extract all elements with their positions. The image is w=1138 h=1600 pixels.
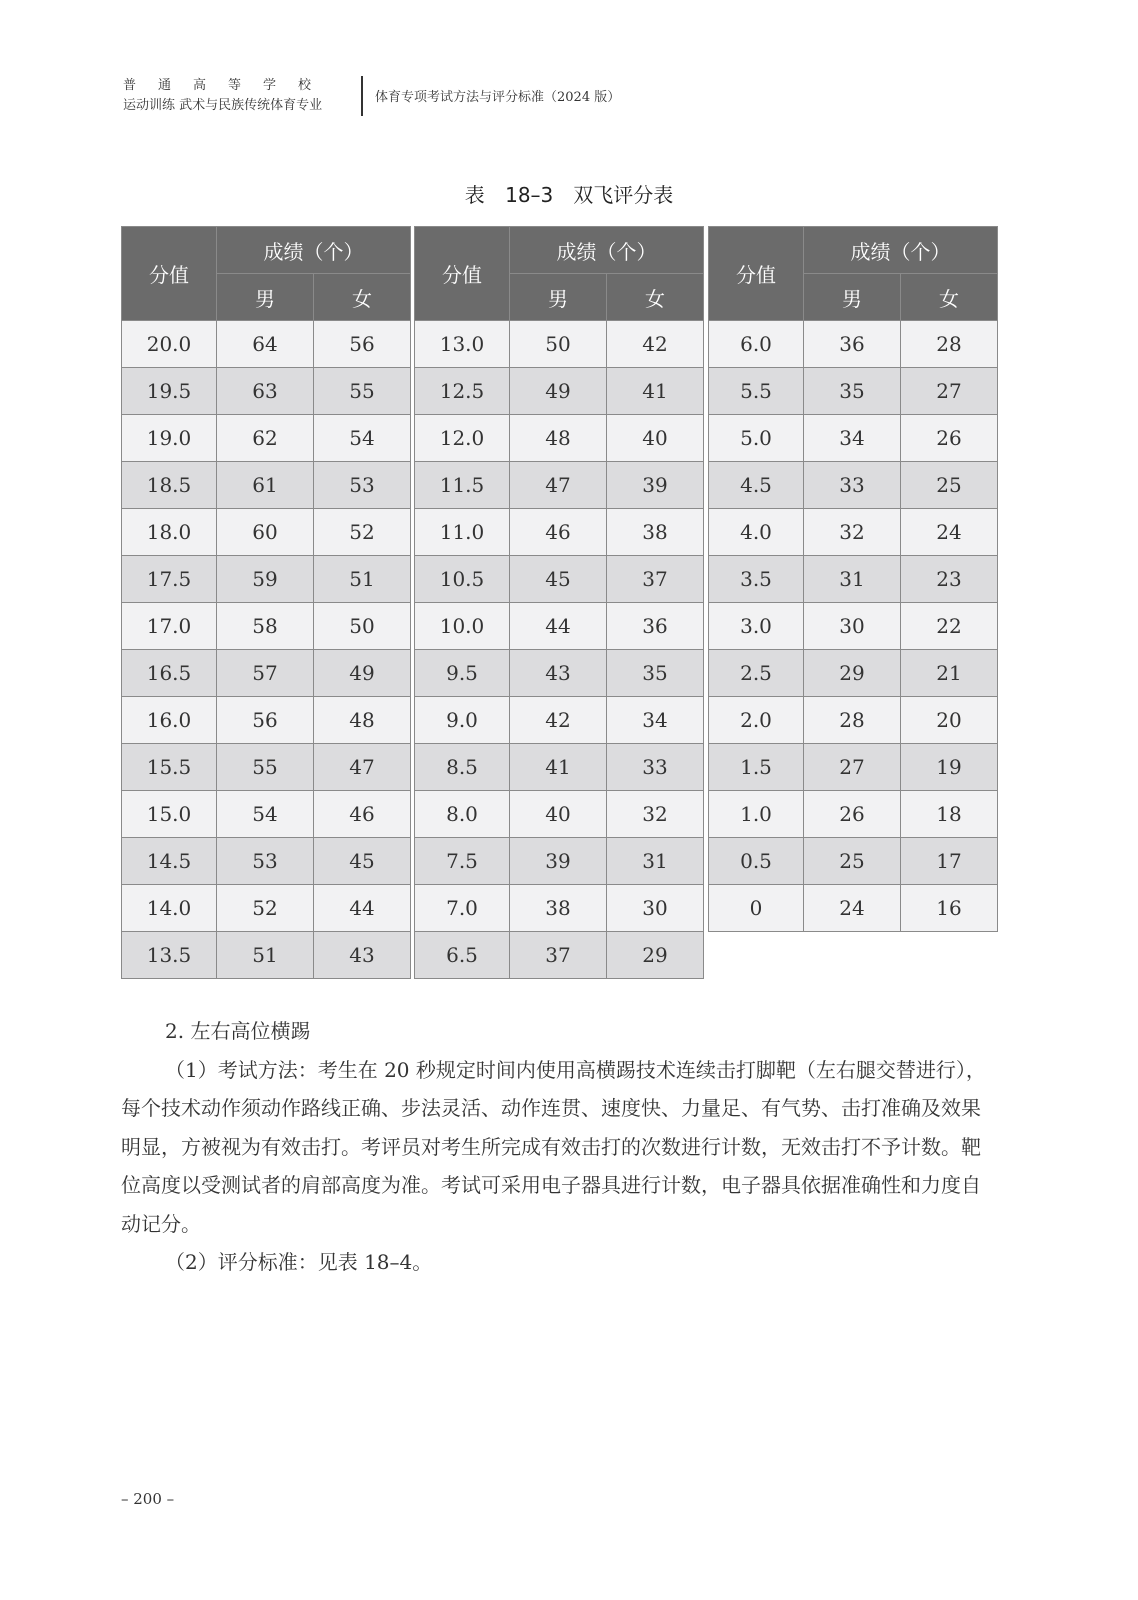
table-row xyxy=(709,697,998,744)
cell-female: 28 xyxy=(901,321,998,368)
cell-female: 20 xyxy=(901,697,998,744)
cell-male: 30 xyxy=(804,603,901,650)
scoring-standard-paragraph: （2）评分标准：见表 18–4。 xyxy=(165,1250,433,1274)
table-row xyxy=(709,650,998,697)
cell-score: 18.0 xyxy=(122,509,217,556)
header-male: 男 xyxy=(217,274,314,321)
cell-score: 9.0 xyxy=(415,697,510,744)
cell-male: 40 xyxy=(510,791,607,838)
cell-female: 52 xyxy=(314,509,411,556)
table-row xyxy=(122,321,411,368)
cell-score: 9.5 xyxy=(415,650,510,697)
cell-female: 49 xyxy=(314,650,411,697)
cell-score: 0 xyxy=(709,885,804,932)
cell-score: 11.5 xyxy=(415,462,510,509)
table-row xyxy=(415,603,704,650)
cell-male: 44 xyxy=(510,603,607,650)
cell-female: 32 xyxy=(607,791,704,838)
cell-female: 54 xyxy=(314,415,411,462)
cell-female: 24 xyxy=(901,509,998,556)
cell-score: 0.5 xyxy=(709,838,804,885)
cell-male: 57 xyxy=(217,650,314,697)
cell-female: 43 xyxy=(314,932,411,979)
cell-male: 45 xyxy=(510,556,607,603)
header-female: 女 xyxy=(607,274,704,321)
cell-male: 37 xyxy=(510,932,607,979)
table-row xyxy=(709,838,998,885)
table-row xyxy=(709,556,998,603)
cell-male: 52 xyxy=(217,885,314,932)
cell-female: 17 xyxy=(901,838,998,885)
table-row xyxy=(122,415,411,462)
cell-female: 23 xyxy=(901,556,998,603)
cell-score: 17.5 xyxy=(122,556,217,603)
header-divider xyxy=(361,76,363,116)
table-row xyxy=(122,556,411,603)
table-row xyxy=(709,603,998,650)
table-header-row xyxy=(122,227,411,274)
cell-male: 31 xyxy=(804,556,901,603)
cell-score: 11.0 xyxy=(415,509,510,556)
section-heading: 2. 左右高位横踢 xyxy=(165,1019,311,1043)
table-row xyxy=(709,509,998,556)
cell-female: 55 xyxy=(314,368,411,415)
header-result: 成绩（个） xyxy=(510,227,704,274)
score-table-panel-3 xyxy=(708,226,998,932)
table-header-row xyxy=(709,227,998,274)
cell-score: 18.5 xyxy=(122,462,217,509)
cell-score: 3.5 xyxy=(709,556,804,603)
table-row xyxy=(122,650,411,697)
cell-score: 14.0 xyxy=(122,885,217,932)
cell-male: 33 xyxy=(804,462,901,509)
cell-male: 24 xyxy=(804,885,901,932)
score-table-panel-1 xyxy=(121,226,411,979)
table-row xyxy=(415,838,704,885)
table-row xyxy=(122,603,411,650)
cell-score: 19.0 xyxy=(122,415,217,462)
cell-female: 35 xyxy=(607,650,704,697)
cell-score: 6.0 xyxy=(709,321,804,368)
cell-score: 5.5 xyxy=(709,368,804,415)
cell-male: 64 xyxy=(217,321,314,368)
table-row xyxy=(415,791,704,838)
cell-female: 48 xyxy=(314,697,411,744)
header-male: 男 xyxy=(804,274,901,321)
cell-female: 53 xyxy=(314,462,411,509)
header-result: 成绩（个） xyxy=(804,227,998,274)
cell-male: 62 xyxy=(217,415,314,462)
table-row xyxy=(415,932,704,979)
table-row xyxy=(709,321,998,368)
cell-score: 6.5 xyxy=(415,932,510,979)
cell-male: 32 xyxy=(804,509,901,556)
cell-male: 56 xyxy=(217,697,314,744)
cell-male: 43 xyxy=(510,650,607,697)
cell-male: 26 xyxy=(804,791,901,838)
table-row xyxy=(122,368,411,415)
exam-method-paragraph: （1）考试方法：考生在 20 秒规定时间内使用高横踢技术连续击打脚靶（左右腿交替进行），每个技术动作须动作路线正确、步法灵活、动作连贯、速度快、力量足、有气势、击打准确及效果明显，方被视为有效击打。考评员对考生所完成有效击打的次数进行计数，无效击打不予计数。靶位高度以受测试者的肩部高度为准。考试可采用电子器具进行计数，电子器具依据准确性和力度自动记分。 xyxy=(121,1057,986,1236)
cell-score: 1.5 xyxy=(709,744,804,791)
cell-male: 35 xyxy=(804,368,901,415)
cell-male: 34 xyxy=(804,415,901,462)
cell-male: 38 xyxy=(510,885,607,932)
cell-female: 25 xyxy=(901,462,998,509)
cell-female: 27 xyxy=(901,368,998,415)
cell-male: 25 xyxy=(804,838,901,885)
table-row xyxy=(122,509,411,556)
table-row xyxy=(122,838,411,885)
cell-female: 56 xyxy=(314,321,411,368)
table-row xyxy=(122,462,411,509)
cell-score: 12.5 xyxy=(415,368,510,415)
cell-female: 40 xyxy=(607,415,704,462)
cell-male: 54 xyxy=(217,791,314,838)
cell-male: 61 xyxy=(217,462,314,509)
table-row xyxy=(415,650,704,697)
cell-score: 20.0 xyxy=(122,321,217,368)
table-row xyxy=(415,697,704,744)
cell-female: 39 xyxy=(607,462,704,509)
header-female: 女 xyxy=(901,274,998,321)
cell-female: 37 xyxy=(607,556,704,603)
cell-score: 2.5 xyxy=(709,650,804,697)
cell-female: 30 xyxy=(607,885,704,932)
table-row xyxy=(709,368,998,415)
cell-female: 38 xyxy=(607,509,704,556)
table-caption: 表 18–3 双飞评分表 xyxy=(464,183,674,207)
table-row xyxy=(122,932,411,979)
cell-female: 29 xyxy=(607,932,704,979)
cell-male: 63 xyxy=(217,368,314,415)
cell-male: 36 xyxy=(804,321,901,368)
header-score: 分值 xyxy=(415,227,510,321)
cell-female: 50 xyxy=(314,603,411,650)
header-left xyxy=(123,76,345,116)
cell-score: 2.0 xyxy=(709,697,804,744)
table-row xyxy=(415,885,704,932)
cell-female: 21 xyxy=(901,650,998,697)
cell-score: 7.5 xyxy=(415,838,510,885)
header-score: 分值 xyxy=(122,227,217,321)
cell-female: 42 xyxy=(607,321,704,368)
table-row xyxy=(415,321,704,368)
cell-score: 17.0 xyxy=(122,603,217,650)
cell-score: 12.0 xyxy=(415,415,510,462)
cell-female: 34 xyxy=(607,697,704,744)
table-row xyxy=(415,415,704,462)
cell-female: 46 xyxy=(314,791,411,838)
cell-female: 16 xyxy=(901,885,998,932)
cell-female: 51 xyxy=(314,556,411,603)
cell-score: 16.0 xyxy=(122,697,217,744)
table-row xyxy=(415,462,704,509)
section-body xyxy=(121,1012,997,1282)
cell-male: 29 xyxy=(804,650,901,697)
cell-male: 60 xyxy=(217,509,314,556)
header-score: 分值 xyxy=(709,227,804,321)
cell-male: 51 xyxy=(217,932,314,979)
table-row xyxy=(415,368,704,415)
cell-score: 10.5 xyxy=(415,556,510,603)
cell-score: 1.0 xyxy=(709,791,804,838)
header-female: 女 xyxy=(314,274,411,321)
table-header-row xyxy=(415,227,704,274)
cell-score: 3.0 xyxy=(709,603,804,650)
cell-male: 41 xyxy=(510,744,607,791)
header-book-title: 体育专项考试方法与评分标准（2024 版） xyxy=(375,90,621,105)
cell-score: 8.5 xyxy=(415,744,510,791)
cell-male: 46 xyxy=(510,509,607,556)
cell-score: 14.5 xyxy=(122,838,217,885)
cell-score: 15.0 xyxy=(122,791,217,838)
table-row xyxy=(709,462,998,509)
cell-female: 31 xyxy=(607,838,704,885)
cell-score: 13.5 xyxy=(122,932,217,979)
cell-female: 33 xyxy=(607,744,704,791)
cell-male: 59 xyxy=(217,556,314,603)
cell-male: 28 xyxy=(804,697,901,744)
cell-female: 47 xyxy=(314,744,411,791)
cell-female: 19 xyxy=(901,744,998,791)
table-row xyxy=(122,697,411,744)
cell-male: 49 xyxy=(510,368,607,415)
table-row xyxy=(415,509,704,556)
table-row xyxy=(122,885,411,932)
table-row xyxy=(415,556,704,603)
header-male: 男 xyxy=(510,274,607,321)
score-table-panel-2 xyxy=(414,226,704,979)
cell-male: 50 xyxy=(510,321,607,368)
cell-male: 47 xyxy=(510,462,607,509)
header-major-label: 运动训练 武术与民族传统体育专业 xyxy=(123,98,323,113)
header-school-label: 普通高等学校 xyxy=(123,78,334,93)
cell-male: 58 xyxy=(217,603,314,650)
cell-male: 48 xyxy=(510,415,607,462)
cell-female: 18 xyxy=(901,791,998,838)
cell-male: 53 xyxy=(217,838,314,885)
table-row xyxy=(709,415,998,462)
cell-score: 16.5 xyxy=(122,650,217,697)
cell-score: 4.0 xyxy=(709,509,804,556)
cell-score: 19.5 xyxy=(122,368,217,415)
cell-score: 10.0 xyxy=(415,603,510,650)
cell-female: 36 xyxy=(607,603,704,650)
page-number: – 200 – xyxy=(121,1490,175,1508)
table-row xyxy=(709,885,998,932)
cell-male: 55 xyxy=(217,744,314,791)
cell-male: 42 xyxy=(510,697,607,744)
cell-score: 13.0 xyxy=(415,321,510,368)
cell-score: 4.5 xyxy=(709,462,804,509)
cell-male: 39 xyxy=(510,838,607,885)
cell-female: 44 xyxy=(314,885,411,932)
cell-score: 15.5 xyxy=(122,744,217,791)
table-row xyxy=(122,744,411,791)
header-result: 成绩（个） xyxy=(217,227,411,274)
cell-score: 8.0 xyxy=(415,791,510,838)
cell-female: 45 xyxy=(314,838,411,885)
cell-female: 41 xyxy=(607,368,704,415)
table-row xyxy=(415,744,704,791)
cell-female: 22 xyxy=(901,603,998,650)
cell-male: 27 xyxy=(804,744,901,791)
table-row xyxy=(709,791,998,838)
cell-score: 7.0 xyxy=(415,885,510,932)
table-row xyxy=(709,744,998,791)
cell-score: 5.0 xyxy=(709,415,804,462)
table-row xyxy=(122,791,411,838)
cell-female: 26 xyxy=(901,415,998,462)
